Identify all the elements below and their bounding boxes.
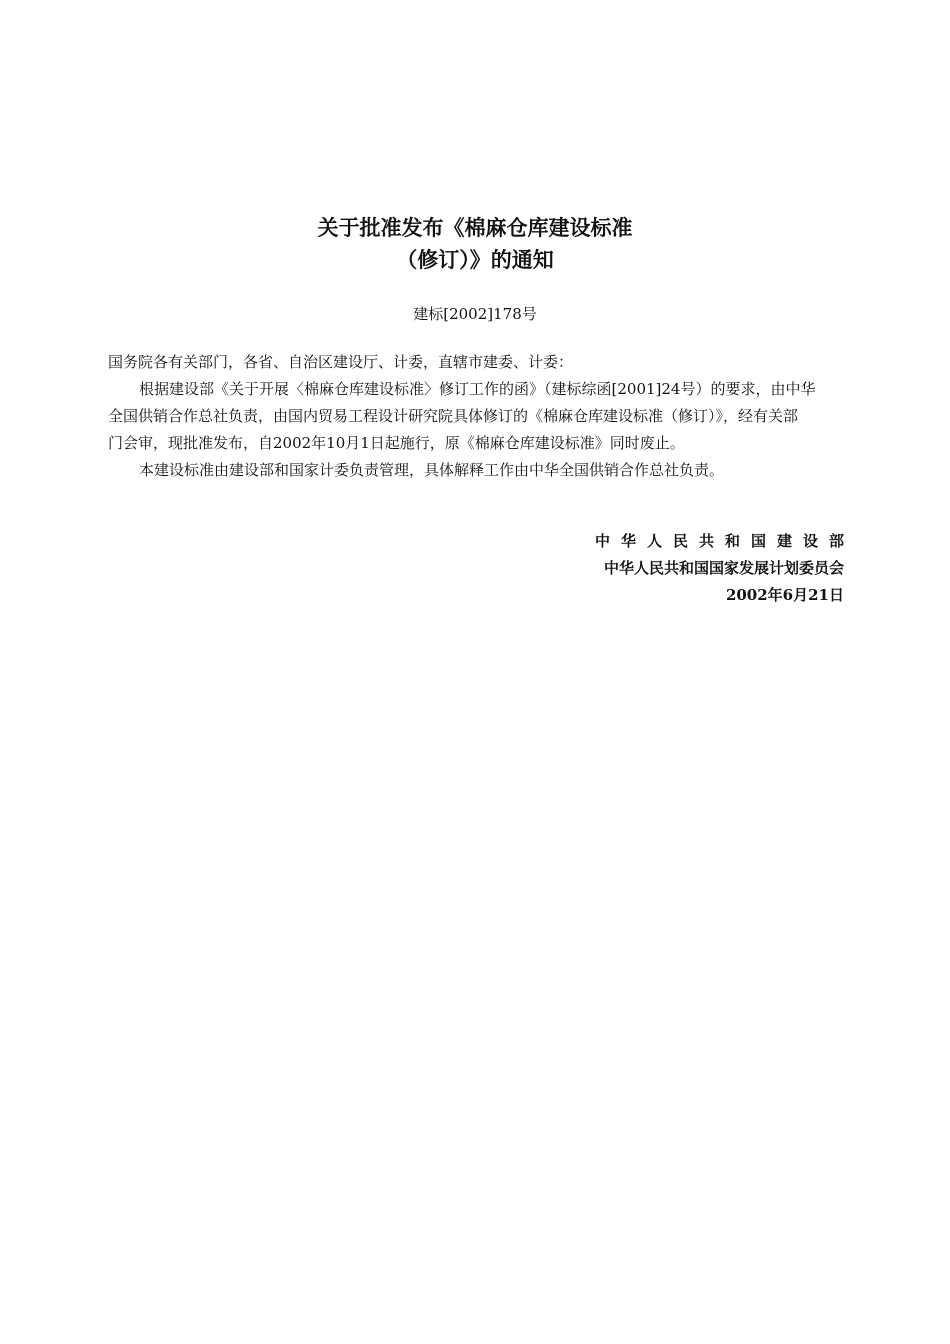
signature-block: [594, 528, 855, 609]
signature-org-construction-ministry: 中华人民共和国建设部: [594, 532, 855, 550]
addressee-line: 国务院各有关部门，各省、自治区建设厅、计委，直辖市建委、计委：: [108, 353, 574, 371]
document-number: 建标[2002]178号: [413, 305, 537, 323]
notice-title-line1: 关于批准发布《棉麻仓库建设标准: [317, 215, 633, 240]
paragraph-2: 本建设标准由建设部和国家计委负责管理，具体解释工作由中华全国供销合作总社负责。: [139, 461, 725, 479]
signature-date: 2002年6月21日: [725, 586, 844, 604]
paragraph-1-line-1: 根据建设部《关于开展〈棉麻仓库建设标准〉修订工作的函》（建标综函[2001]24号）的要求，由中华: [139, 380, 816, 398]
notice-title-line2: （修订）》的通知: [396, 247, 554, 272]
notice-body: [108, 349, 848, 484]
signature-org-planning-commission: 中华人民共和国国家发展计划委员会: [603, 559, 844, 577]
paragraph-1-line-2: 全国供销合作总社负责，由国内贸易工程设计研究院具体修订的《棉麻仓库建设标准（修订）》，经有关部: [108, 407, 799, 425]
paragraph-1-line-3: 门会审，现批准发布，自2002年10月1日起施行，原《棉麻仓库建设标准》同时废止。: [108, 434, 685, 452]
